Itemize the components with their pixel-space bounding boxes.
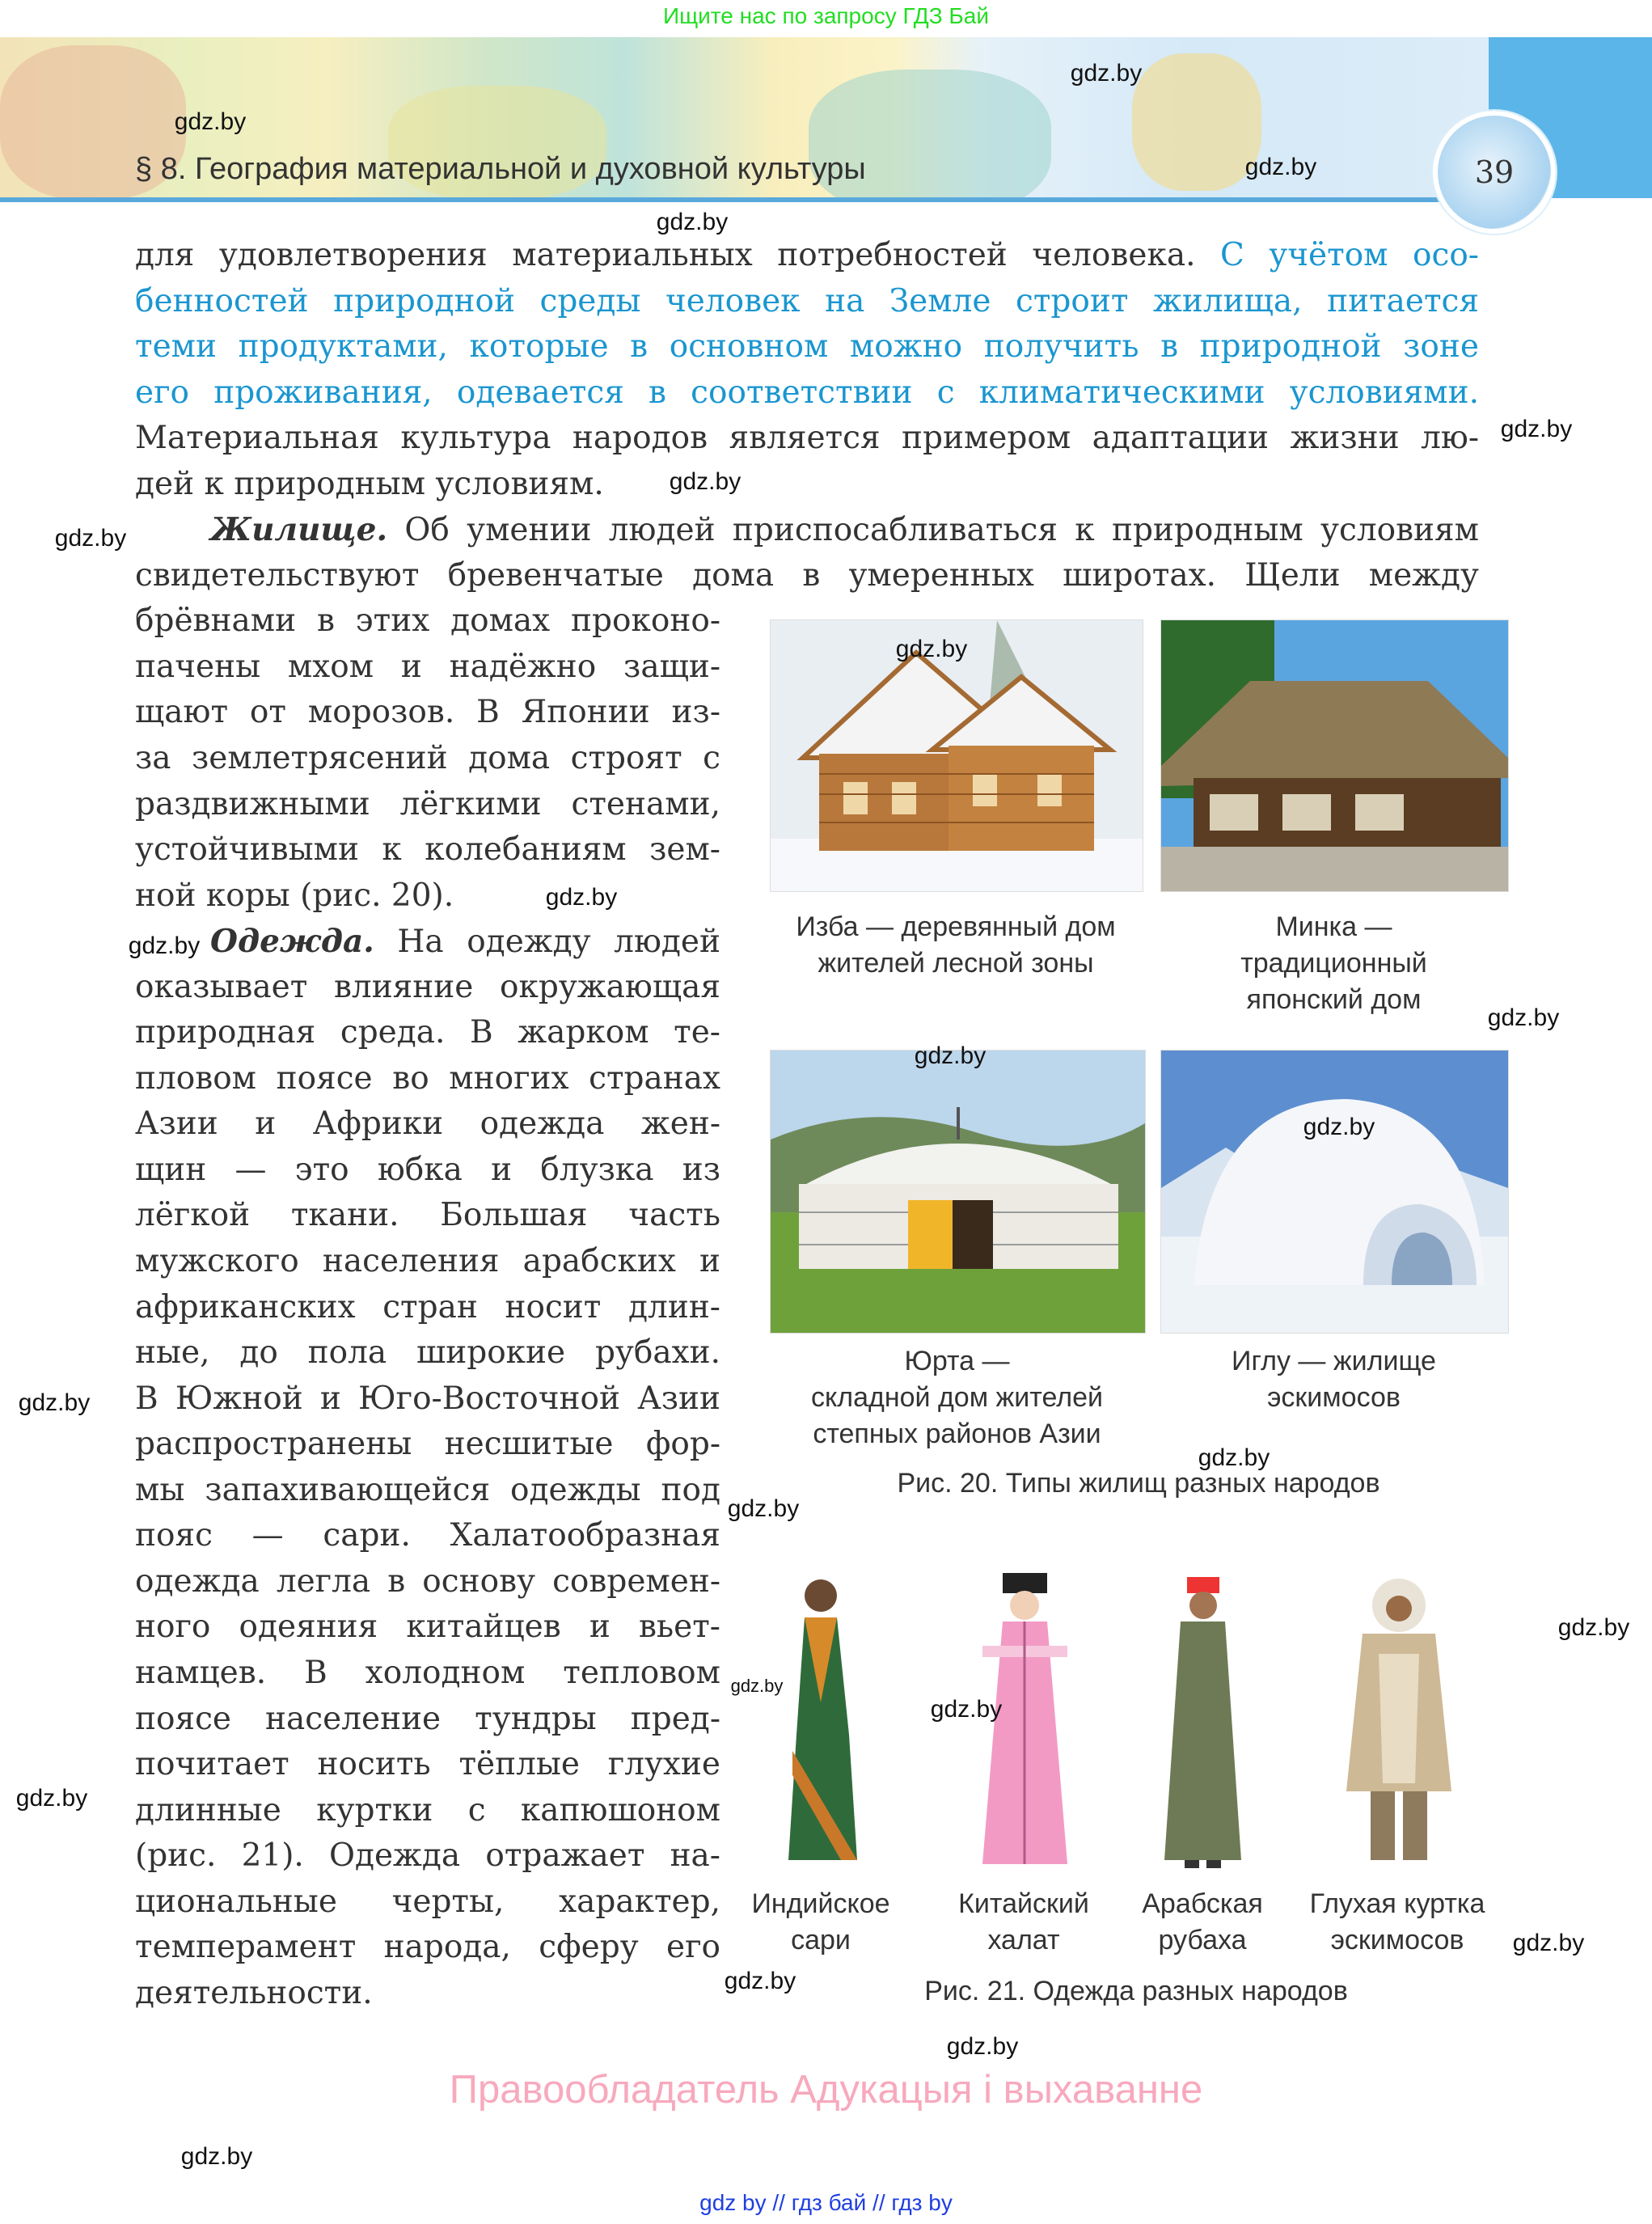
watermark: gdz.by [727,1495,800,1522]
text-segment: устойчивыми к колебаниям зем- [135,831,720,869]
text-segment: мы запахивающейся одежды под [135,1471,720,1508]
caption-line: Глухая куртка [1309,1888,1485,1919]
page-number: 39 [1474,154,1515,190]
caption-line: халат [987,1925,1060,1956]
text-segment: поясе население тундры пред- [135,1700,720,1737]
arab-robe-figure [1148,1573,1257,1876]
watermark: gdz.by [656,209,729,235]
caption-line: Минка — [1275,911,1392,942]
eskimo-jacket-caption [1288,1886,1506,1959]
watermark: gdz.by [18,1389,91,1416]
caption-line: Арабская [1142,1888,1263,1919]
izba-caption [770,909,1142,982]
caption-line: жителей лесной зоны [818,948,1094,979]
igloo-caption [1160,1343,1507,1416]
text-segment: ные, до пола широкие рубахи. [135,1334,720,1372]
text-line [135,1697,720,1743]
text-segment: (рис. 21). Одежда отражает на- [135,1837,720,1875]
text-line [135,1651,720,1697]
text-segment: почитает носить тёплые глухие [135,1746,720,1783]
text-segment: брёвнами в этих домах проконо- [135,603,720,640]
text-line [135,873,720,920]
text-segment: распространены несшитые фор- [135,1426,720,1463]
text-line [135,1056,720,1102]
text-segment: раздвижными лёгкими стенами, [135,785,720,822]
watermark: gdz.by [1070,60,1143,87]
indian-sari-figure [760,1573,881,1876]
caption-line: эскимосов [1330,1925,1464,1956]
robe-caption [943,1886,1105,1959]
watermark: gdz.by [180,2143,253,2170]
text-line [135,233,1479,279]
page-number-globe [1433,111,1556,234]
text-segment: за землетрясений дома строят с [135,740,720,777]
watermark: gdz.by [730,1676,784,1696]
text-line [135,1833,720,1879]
caption-line: японский дом [1246,984,1422,1015]
text-line [135,416,1479,462]
text-segment: мужского населения арабских и [135,1243,720,1280]
text-line [135,1101,720,1148]
igloo-photo [1160,1050,1509,1334]
chinese-robe-figure [966,1573,1084,1876]
text-line [135,462,1479,508]
text-line [135,1879,720,1926]
highlighted-text: его проживания, одевается в соответствии с климатическими условиями. [135,374,1479,411]
text-line [135,827,720,873]
figure-21-caption: Рис. 21. Одежда разных народов [924,1976,1348,2006]
text-segment: Материальная культура народов является примером адаптации жизни лю- [135,420,1479,457]
text-line [135,736,720,782]
text-line [135,1742,720,1788]
caption-line: сари [791,1925,851,1956]
text-segment: деятельности. [135,1974,373,2011]
watermark: gdz.by [914,1042,987,1069]
text-segment: Азии и Африки одежда жен- [135,1106,720,1143]
text-line [135,919,720,965]
watermark: gdz.by [128,932,201,959]
text-segment: природная среда. В жарком те- [135,1014,720,1051]
watermark: gdz.by [1557,1614,1630,1641]
text-segment: дей к природным условиям. [135,465,604,502]
watermark: gdz.by [545,884,618,911]
text-line [135,1513,720,1559]
footer-links[interactable]: gdz by // гдз бай // гдз by [699,2190,953,2215]
section-heading: Жилище. [210,511,388,549]
watermark: gdz.by [15,1785,88,1812]
text-segment: намцев. В холодном тепловом [135,1654,720,1691]
watermark: gdz.by [895,636,968,662]
sari-caption [740,1886,902,1959]
yurt-illustration [771,1051,1145,1333]
text-line [135,1285,720,1331]
text-line [135,690,720,736]
text-segment: На одежду людей [374,924,720,961]
text-segment: пояс — сари. Халатообразная [135,1517,720,1554]
text-line [135,645,720,691]
text-line [135,553,1479,599]
text-line [135,279,1479,325]
chapter-title: § 8. География материальной и духовной культуры [135,152,866,186]
text-segment: для удовлетворения материальных потребностей человека. [135,237,1220,273]
text-segment: оказывает влияние окружающая [135,968,720,1005]
watermark: gdz.by [724,1968,796,1994]
text-segment: свидетельствуют бревенчатые дома в умеренных широтах. Щели между [135,556,1479,594]
text-line [135,1605,720,1651]
text-segment: африканских стран носит длин- [135,1288,720,1326]
text-line [135,965,720,1011]
minka-photo [1160,619,1509,892]
text-line [135,370,1479,416]
watermark: gdz.by [1512,1930,1585,1956]
watermark: gdz.by [669,468,741,495]
watermark: gdz.by [1244,154,1317,180]
yurt-photo [770,1050,1146,1334]
text-segment: циональные черты, характер, [135,1883,720,1920]
caption-line: Изба — деревянный дом [796,911,1116,942]
figure-20-caption: Рис. 20. Типы жилищ разных народов [897,1468,1380,1499]
watermark: gdz.by [1500,416,1573,442]
eskimo-jacket-figure [1330,1573,1468,1876]
text-line [135,1468,720,1514]
text-line [135,507,1479,553]
caption-line: Индийское [751,1888,890,1919]
watermark: gdz.by [174,108,247,135]
caption-line: традиционный [1240,948,1427,979]
minka-caption [1160,909,1507,1018]
highlighted-text: С учётом осо- [1219,237,1479,273]
caption-line: Иглу — жилище [1232,1346,1436,1376]
header-divider [0,197,1489,202]
text-line [135,1010,720,1056]
text-line [135,1788,720,1834]
text-segment: Об умении людей приспосабливаться к природным условиям [387,512,1479,549]
caption-line: эскимосов [1267,1382,1401,1413]
text-segment: В Южной и Юго-Восточной Азии [135,1380,720,1417]
text-line [135,598,720,645]
caption-line: степных районов Азии [813,1419,1101,1449]
text-segment: длинные куртки с капюшоном [135,1791,720,1829]
watermark: gdz.by [54,525,127,552]
watermark: gdz.by [1303,1114,1375,1140]
text-line [135,1376,720,1423]
text-segment: лёгкой ткани. Большая часть [135,1197,720,1234]
copyright-notice: Правообладатель Адукацыя і выхаванне [449,2068,1203,2112]
watermark: gdz.by [946,2033,1019,2060]
japanese-house-illustration [1161,620,1508,891]
text-line [135,1239,720,1285]
watermark: gdz.by [1198,1444,1270,1471]
watermark: gdz.by [930,1696,1003,1723]
text-line [135,1193,720,1239]
watermark: gdz.by [1487,1004,1560,1031]
text-line [135,782,720,828]
text-segment: щин — это юбка и блузка из [135,1151,720,1188]
arab-shirt-caption [1122,1886,1283,1959]
highlighted-text: теми продуктами, которые в основном можно получить в природной зоне [135,328,1479,366]
text-segment: темперамент народа, сферу его [135,1929,720,1966]
text-line [135,1148,720,1194]
text-segment: одежда легла в основу современ- [135,1562,720,1600]
caption-line: Юрта — [904,1346,1010,1376]
text-segment: ного одеяния китайцев и вьет- [135,1609,720,1646]
text-line [135,1330,720,1376]
text-line [135,1422,720,1468]
yurt-caption [770,1343,1144,1452]
text-segment: ной коры (рис. 20). [135,877,454,914]
caption-line: Китайский [958,1888,1089,1919]
text-segment: пачены мхом и надёжно защи- [135,648,720,685]
highlighted-text: бенностей природной среды человек на Земле строит жилища, питается [135,282,1479,319]
text-line [135,324,1479,370]
text-segment: пловом поясе во многих странах [135,1059,720,1097]
text-line [135,1559,720,1605]
text-segment: щают от морозов. В Японии из- [135,694,720,731]
section-heading: Одежда. [210,923,374,961]
text-line [135,1971,720,2017]
igloo-illustration [1161,1051,1508,1333]
caption-line: рубаха [1158,1925,1247,1956]
text-line [135,1925,720,1971]
caption-line: складной дом жителей [811,1382,1103,1413]
search-hint: Ищите нас по запросу ГДЗ Бай [662,3,990,28]
